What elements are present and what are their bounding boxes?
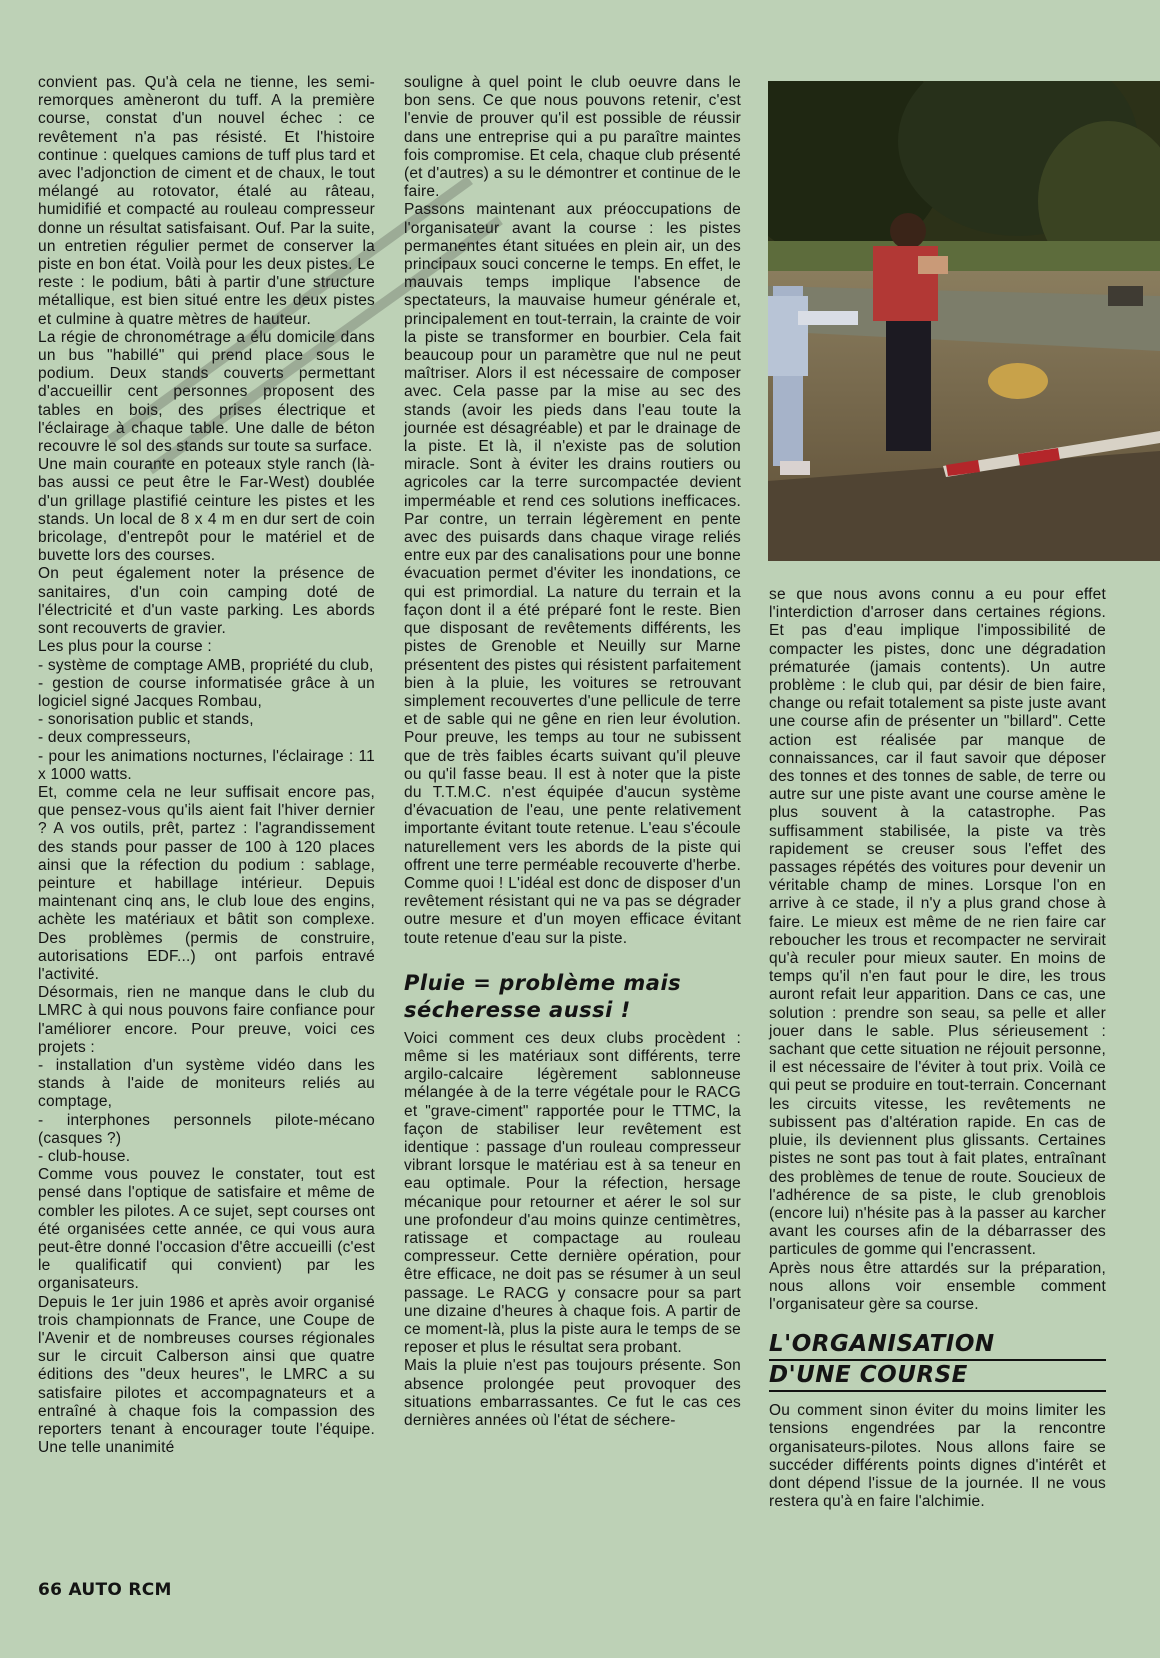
paragraph: On peut également noter la présence de sanitaires, d'un coin camping doté de l'électricité et d'un vaste parking. Les abords sont recouverts de gravier. (38, 565, 375, 638)
column-2-body (404, 74, 741, 948)
paragraph: Mais la pluie n'est pas toujours présente. Son absence prolongée peut provoquer des situations embarrassantes. Ce fut le cas ces dernières années où l'état de séchere- (404, 1357, 741, 1430)
paragraph: Ou comment sinon éviter du moins limiter les tensions engendrées par la rencontre organisateurs-pilotes. Nous allons faire se succéder différents points dignes d'intérêt et dont dépend l'issue de la journée. Il ne vous restera qu'à en faire l'alchimie. (769, 1402, 1106, 1511)
paragraph: Après nous être attardés sur la préparation, nous allons voir ensemble comment l'organisateur gère sa course. (769, 1259, 1106, 1313)
paragraph: - club-house. (38, 1147, 131, 1165)
paragraph: Les plus pour la course : (38, 638, 212, 656)
paragraph: Depuis le 1er juin 1986 et après avoir organisé trois championnats de France, une Coupe de l'Avenir et de nombreuses courses régionales sur le circuit Calberson ainsi que quatre éditions des "deux heures", le LMRC a su satisfaire pilotes et accompagnateurs et a entraîné à chaque fois la compassion des reporters tenant à encourager toute l'équipe. Une telle unanimité (38, 1293, 375, 1457)
column-1 (38, 74, 375, 1457)
paragraph: Désormais, rien ne manque dans le club du LMRC à qui nous pouvons faire confiance pour l'améliorer encore. Pour preuve, voici ces projets : (38, 984, 375, 1056)
paragraph: Et, comme cela ne leur suffisait encore pas, que pensez-vous qu'ils aient fait l'hiver dernier ? A vos outils, prêt, partez : l'agrandissement des stands pour passer de 100 à 120 places ainsi que la réfection du podium : sablage, peinture et habillage intérieur. Depuis maintenant cinq ans, le club loue des engins, achète les matériaux et bâtit son complexe. Des problèmes (permis de construire, autorisations EDF...) ont parfois entravé l'activité. (38, 783, 375, 983)
paragraph: La régie de chronométrage a élu domicile dans un bus "habillé" qui prend place sous le podium. Deux stands couverts permettant d'accueillir cent personnes proposent des tables en bois, des prises électrique et l'éclairage à chaque table. Une dalle de béton recouvre le sol des stands sur toute sa surface. (38, 328, 375, 456)
track-photo (768, 81, 1160, 561)
paragraph: - interphones personnels pilote-mécano (casques ?) (38, 1111, 375, 1147)
paragraph: souligne à quel point le club oeuvre dans le bon sens. Ce que nous pouvons retenir, c'est l'envie de prouver qu'il est possible de réussir dans une entreprise qui a pu paraître maintes fois compromise. Et cela, chaque club présenté (et d'autres) a su le démontrer et continue de le faire. (404, 74, 741, 201)
paragraph: - gestion de course informatisée grâce à un logiciel signé Jacques Rombau, (38, 674, 375, 710)
paragraph: - système de comptage AMB, propriété du club, (38, 656, 374, 674)
magazine-name: AUTO RCM (68, 1580, 172, 1600)
column-2 (404, 74, 741, 1430)
page-number: 66 (38, 1580, 63, 1600)
paragraph: Comme vous pouvez le constater, tout est pensé dans l'optique de satisfaire et même de combler les pilotes. A ce sujet, sept courses ont été organisées cette année, ce qui vous aura peut-être donné l'occasion d'être accueilli (c'est le qualificatif qui convient) par les organisateurs. (38, 1166, 375, 1293)
column-3 (769, 586, 1106, 1511)
section-heading-line-1: L'ORGANISATION (769, 1330, 1106, 1361)
subheading (404, 970, 741, 1024)
column-2-body-b (404, 1030, 741, 1430)
column-3-body (769, 586, 1106, 1314)
paragraph: - installation d'un système vidéo dans les stands à l'aide de moniteurs reliés au comptage, (38, 1056, 375, 1111)
subheading-line-2: sécheresse aussi ! (404, 997, 631, 1022)
section-heading (769, 1330, 1106, 1392)
paragraph: convient pas. Qu'à cela ne tienne, les semi-remorques amèneront du tuff. A la première course, constat d'un nouvel échec : ce revêtement n'a pas résisté. Et l'histoire continue : quelques camions de tuff plus tard et avec l'adjonction de ciment et de chaux, le tout mélangé au rotovator, étalé au râteau, humidifié et compacté au rouleau compresseur donne un résultat satisfaisant. Ouf. Par la suite, un entretien régulier permet de conserver la piste en bon état. Voilà pour les deux pistes. Le reste : le podium, bâti à partir d'une structure métallique, est bien situé entre les deux pistes et culmine à quatre mètres de hauteur. (38, 74, 375, 328)
paragraph: - pour les animations nocturnes, l'éclairage : 11 x 1000 watts. (38, 747, 375, 783)
paragraph: - deux compresseurs, (38, 729, 192, 747)
section-heading-line-2: D'UNE COURSE (769, 1361, 1106, 1392)
paragraph: Voici comment ces deux clubs procèdent : même si les matériaux sont différents, terre argilo-calcaire légèrement sablonneuse mélangée à de la terre végétale pour le RACG et "grave-ciment" rapportée pour le TTMC, la façon de stabiliser leur revêtement est identique : passage d'un rouleau compresseur vibrant lorsque le matériau est à sa teneur en eau optimale. Pour la réfection, hersage mécanique pour retourner et aérer le sol sur une profondeur d'au moins quinze centimètres, ratissage et compactage au rouleau compresseur. Cette dernière opération, pour être efficace, ne doit pas se résumer à un seul passage. Le RACG y consacre pour sa part une dizaine d'heures à chaque fois. A partir de ce moment-là, plus la piste aura le temps de se reposer et plus le résultat sera probant. (404, 1029, 741, 1357)
paragraph: - sonorisation public et stands, (38, 711, 254, 729)
paragraph: se que nous avons connu a eu pour effet l'interdiction d'arroser dans certaines régions. Et pas d'eau implique l'impossibilité de compacter les pistes, donc une dégradation prématurée (jamais contents). Un autre problème : le club qui, par désir de bien faire, change ou refait totalement sa piste juste avant une course afin de présenter un "billard". Cette action est réalisée par manque de connaissances, car il faut savoir que déposer des tonnes et des tonnes de sable, de terre ou autre sur une piste avant une course amène le plus souvent à la catastrophe. Pas suffisamment stabilisée, la piste va très rapidement se creuser sous l'effet des passages répétés des voitures pour devenir un véritable champ de mines. Lorsque l'on en arrive à ce stade, il n'y a plus grand chose à faire. Le mieux est même de ne rien faire car reboucher les trous et recompacter ne servirait qu'à reculer pour mieux sauter. En moins de temps qu'il n'en faut pour le dire, les trous auront refait leur apparition. Dans ce cas, une solution : prendre son seau, sa pelle et aller jouer dans le sable. Plus sérieusement : sachant que cette situation ne réjouit personne, il est nécessaire de l'éviter à tout prix. Voilà ce qui peut se produire en tout-terrain. Concernant les circuits vitesse, les revêtements ne subissent pas d'altération rapide. En cas de pluie, ils deviennent plus glissants. Certaines pistes ne sont pas tout à fait plates, entraînant des problèmes de tenue de route. Soucieux de l'adhérence de sa piste, le club grenoblois (encore lui) n'hésite pas à la passer au karcher avant les courses afin de la débarrasser des particules de gomme qui l'encrassent. (769, 586, 1106, 1259)
paragraph: Une main courante en poteaux style ranch (là-bas aussi ce peut être le Far-West) doublée d'un grillage plastifié ceinture les pistes et les stands. Un local de 8 x 4 m en dur sert de coin bricolage, d'entrepôt pour le matériel et de buvette lors des courses. (38, 456, 375, 565)
paragraph: Passons maintenant aux préoccupations de l'organisateur avant la course : les pistes permanentes étant situées en plein air, un des principaux souci concerne le temps. En effet, le mauvais temps implique l'absence de spectateurs, la mauvaise humeur générale et, principalement en tout-terrain, la crainte de voir la piste se transformer en bourbier. Cela fait beaucoup pour un paramètre que nul ne peut maîtriser. Alors il est nécessaire de composer avec. Cela passe par la mise au sec des stands (avoir les pieds dans l'eau toute la journée est désagréable) et par le drainage de la piste. Et là, il n'existe pas de solution miracle. Sont à éviter les drains routiers ou agricoles car la terre surcompactée devient imperméable et rend ces solutions inefficaces. Par contre, un terrain légèrement en pente avec des puisards dans chaque virage reliés entre eux par des canalisations pour une bonne évacuation permet d'éviter les inondations, ce qui est primordial. La nature du terrain et la façon dont il a été préparé font le reste. Bien que disposant de revêtements différents, les pistes de Grenoble et Neuilly sur Marne présentent des pistes qui résistent parfaitement bien à la pluie, les voitures se retrouvant simplement recouvertes d'une pellicule de terre et de sable qui ne gêne en rien leur évolution. Pour preuve, les temps au tour ne subissent que de très faibles écarts suivant qu'il pleuve ou qu'il fasse beau. Il est à noter que la piste du T.T.M.C. n'est équipée d'aucun système d'évacuation de l'eau, une pente relativement importante évitant toute retenue. L'eau s'écoule naturellement vers les abords de la piste qui offrent une terre perméable recouverte d'herbe. Comme quoi ! L'idéal est donc de disposer d'un revêtement résistant qui ne va pas se dégrader outre mesure et d'un moyen efficace évitant toute retenue d'eau sur la piste. (404, 201, 741, 947)
page-footer (38, 1580, 172, 1600)
subheading-line-1: Pluie = problème mais (404, 970, 682, 995)
column-3-body-b (769, 1402, 1106, 1511)
